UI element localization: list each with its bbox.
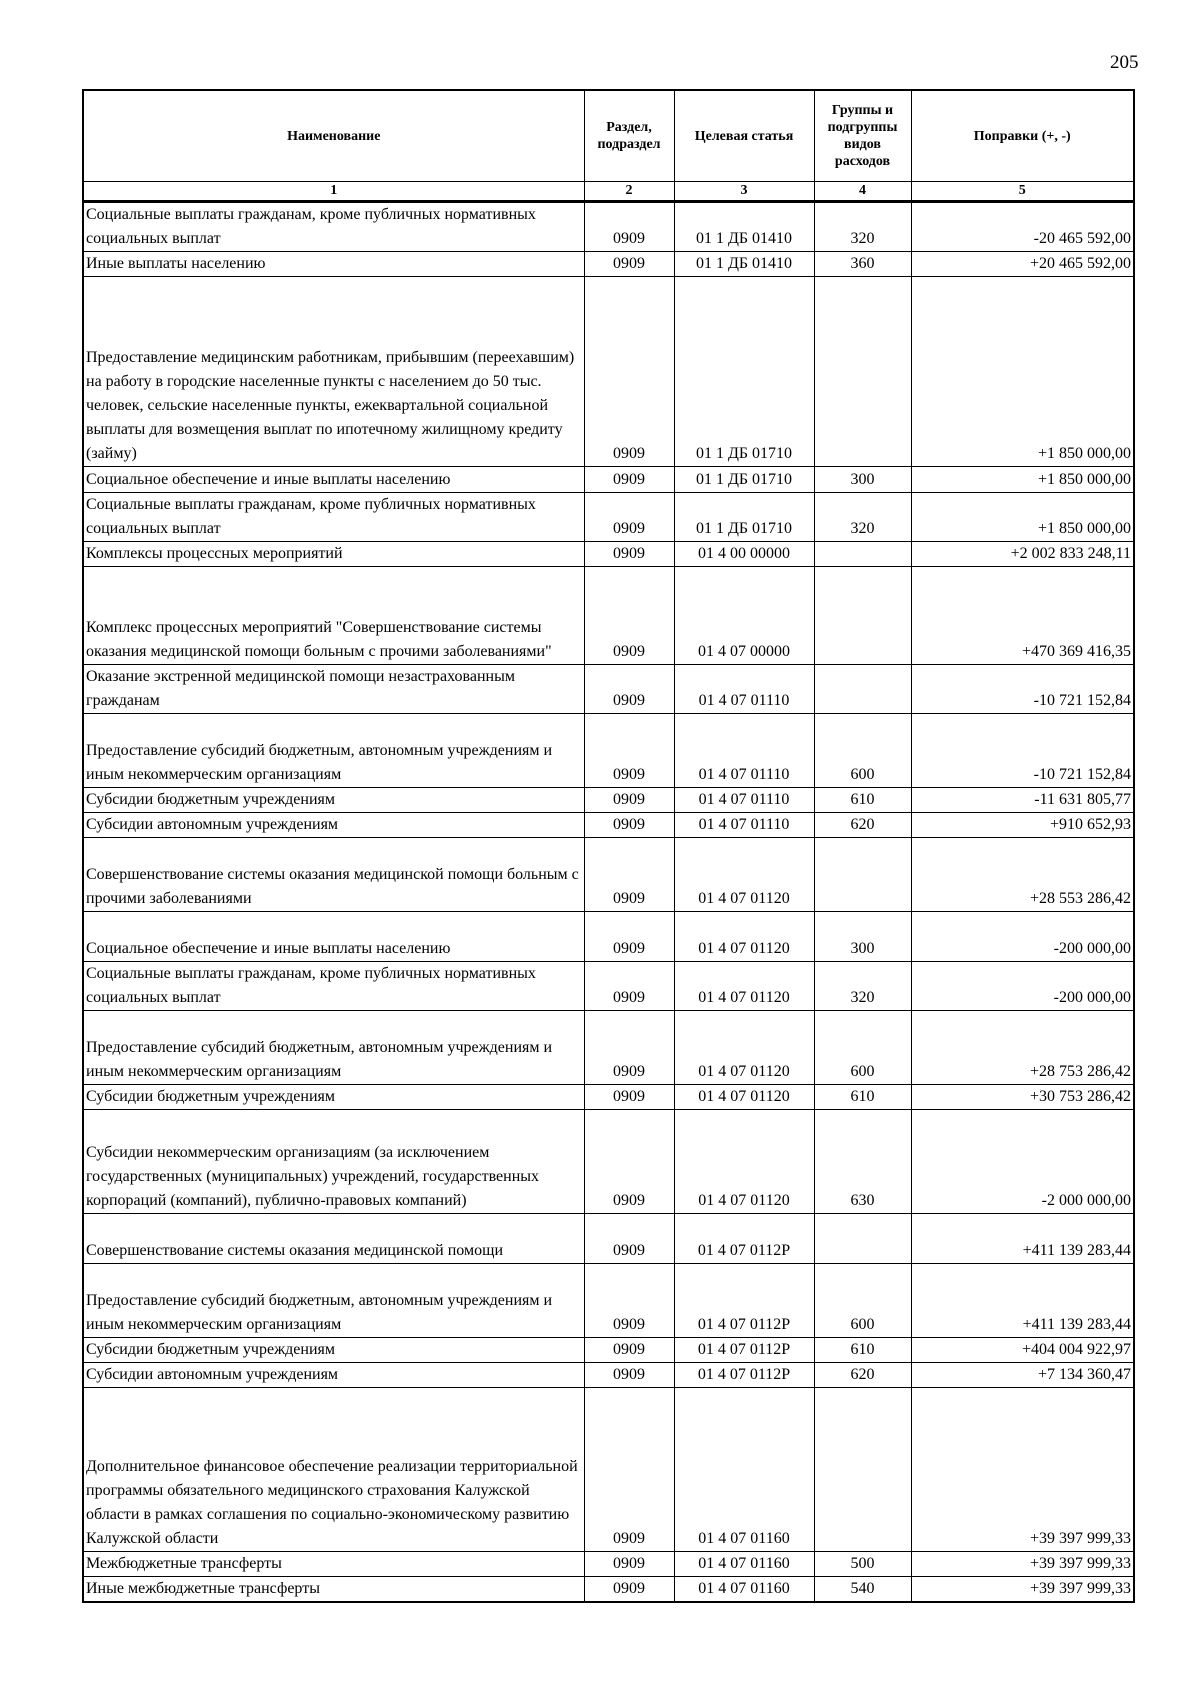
table-row xyxy=(83,714,1134,788)
cell-target: 01 4 07 01160 xyxy=(674,1577,814,1603)
cell-section: 0909 xyxy=(584,788,674,813)
cell-name: Предоставление субсидий бюджетным, автономным учреждениям и иным некоммерческим организациям xyxy=(83,1264,584,1338)
cell-name: Субсидии бюджетным учреждениям xyxy=(83,1338,584,1363)
cell-target: 01 4 07 01110 xyxy=(674,813,814,838)
cell-amount: -20 465 592,00 xyxy=(911,202,1134,252)
cell-section: 0909 xyxy=(584,1264,674,1338)
cell-target: 01 4 07 0112Р xyxy=(674,1338,814,1363)
cell-amount: +39 397 999,33 xyxy=(911,1388,1134,1552)
cell-amount: -11 631 805,77 xyxy=(911,788,1134,813)
cell-target: 01 4 07 01120 xyxy=(674,838,814,912)
cell-amount: +1 850 000,00 xyxy=(911,277,1134,467)
cell-target: 01 4 07 01120 xyxy=(674,1110,814,1214)
cell-target: 01 4 07 01110 xyxy=(674,665,814,714)
cell-amount: +28 753 286,42 xyxy=(911,1011,1134,1085)
cell-target: 01 4 07 01110 xyxy=(674,714,814,788)
column-number: 5 xyxy=(911,182,1134,202)
cell-group: 630 xyxy=(814,1110,911,1214)
table-row xyxy=(83,788,1134,813)
column-number: 4 xyxy=(814,182,911,202)
cell-section: 0909 xyxy=(584,467,674,493)
table-row xyxy=(83,1110,1134,1214)
cell-amount: -10 721 152,84 xyxy=(911,714,1134,788)
cell-target: 01 4 07 01120 xyxy=(674,1011,814,1085)
cell-group xyxy=(814,542,911,567)
table-row xyxy=(83,665,1134,714)
cell-amount: +404 004 922,97 xyxy=(911,1338,1134,1363)
cell-group: 600 xyxy=(814,714,911,788)
cell-name: Предоставление субсидий бюджетным, автономным учреждениям и иным некоммерческим организациям xyxy=(83,714,584,788)
table-row xyxy=(83,542,1134,567)
cell-name: Субсидии автономным учреждениям xyxy=(83,813,584,838)
cell-name: Комплекс процессных мероприятий "Совершенствование системы оказания медицинской помощи больным с прочими заболеваниями" xyxy=(83,567,584,665)
cell-section: 0909 xyxy=(584,912,674,962)
budget-amendments-table xyxy=(82,89,1135,1603)
cell-target: 01 4 07 01110 xyxy=(674,788,814,813)
cell-target: 01 4 07 01160 xyxy=(674,1552,814,1577)
cell-amount: +39 397 999,33 xyxy=(911,1552,1134,1577)
cell-name: Социальное обеспечение и иные выплаты населению xyxy=(83,467,584,493)
cell-group: 300 xyxy=(814,912,911,962)
cell-group xyxy=(814,567,911,665)
cell-amount: +7 134 360,47 xyxy=(911,1363,1134,1388)
cell-name: Социальные выплаты гражданам, кроме публичных нормативных социальных выплат xyxy=(83,493,584,542)
cell-name: Оказание экстренной медицинской помощи незастрахованным гражданам xyxy=(83,665,584,714)
cell-target: 01 4 07 00000 xyxy=(674,567,814,665)
cell-section: 0909 xyxy=(584,542,674,567)
cell-amount: +411 139 283,44 xyxy=(911,1264,1134,1338)
cell-target: 01 1 ДБ 01710 xyxy=(674,277,814,467)
table-row xyxy=(83,1214,1134,1264)
cell-target: 01 1 ДБ 01410 xyxy=(674,252,814,277)
cell-target: 01 4 07 01120 xyxy=(674,912,814,962)
table-row xyxy=(83,493,1134,542)
table-row xyxy=(83,1577,1134,1603)
cell-section: 0909 xyxy=(584,1363,674,1388)
cell-target: 01 1 ДБ 01710 xyxy=(674,467,814,493)
table-row xyxy=(83,1363,1134,1388)
table-row xyxy=(83,838,1134,912)
cell-group: 600 xyxy=(814,1011,911,1085)
header-section: Раздел, подраздел xyxy=(584,90,674,182)
cell-section: 0909 xyxy=(584,1388,674,1552)
header-target: Целевая статья xyxy=(674,90,814,182)
table-row xyxy=(83,1338,1134,1363)
table-row xyxy=(83,1085,1134,1110)
cell-section: 0909 xyxy=(584,714,674,788)
cell-group xyxy=(814,838,911,912)
table-row xyxy=(83,202,1134,252)
cell-group xyxy=(814,665,911,714)
cell-amount: +30 753 286,42 xyxy=(911,1085,1134,1110)
table-row xyxy=(83,277,1134,467)
cell-section: 0909 xyxy=(584,962,674,1011)
table-row xyxy=(83,962,1134,1011)
cell-name: Комплексы процессных мероприятий xyxy=(83,542,584,567)
page-number: 205 xyxy=(1110,52,1139,73)
cell-section: 0909 xyxy=(584,1577,674,1603)
cell-amount: +470 369 416,35 xyxy=(911,567,1134,665)
cell-amount: +1 850 000,00 xyxy=(911,467,1134,493)
cell-name: Межбюджетные трансферты xyxy=(83,1552,584,1577)
table-row xyxy=(83,1388,1134,1552)
cell-name: Дополнительное финансовое обеспечение реализации территориальной программы обязательного медицинского страхования Калужской области в рамках соглашения по социально-экономическому развитию Калужской области xyxy=(83,1388,584,1552)
cell-amount: +20 465 592,00 xyxy=(911,252,1134,277)
cell-name: Совершенствование системы оказания медицинской помощи больным с прочими заболеваниями xyxy=(83,838,584,912)
cell-name: Субсидии бюджетным учреждениям xyxy=(83,1085,584,1110)
cell-group: 320 xyxy=(814,493,911,542)
cell-group: 610 xyxy=(814,788,911,813)
cell-amount: -200 000,00 xyxy=(911,962,1134,1011)
cell-group: 610 xyxy=(814,1085,911,1110)
cell-section: 0909 xyxy=(584,1110,674,1214)
table-row xyxy=(83,1264,1134,1338)
cell-amount: +2 002 833 248,11 xyxy=(911,542,1134,567)
cell-target: 01 1 ДБ 01410 xyxy=(674,202,814,252)
cell-group xyxy=(814,1388,911,1552)
cell-group: 360 xyxy=(814,252,911,277)
cell-amount: -2 000 000,00 xyxy=(911,1110,1134,1214)
cell-section: 0909 xyxy=(584,493,674,542)
cell-section: 0909 xyxy=(584,1214,674,1264)
cell-group xyxy=(814,1214,911,1264)
cell-group: 320 xyxy=(814,962,911,1011)
cell-group: 610 xyxy=(814,1338,911,1363)
cell-target: 01 4 07 0112Р xyxy=(674,1264,814,1338)
cell-target: 01 4 07 01120 xyxy=(674,1085,814,1110)
cell-section: 0909 xyxy=(584,252,674,277)
cell-section: 0909 xyxy=(584,1552,674,1577)
cell-amount: +39 397 999,33 xyxy=(911,1577,1134,1603)
column-number: 3 xyxy=(674,182,814,202)
table-row xyxy=(83,467,1134,493)
cell-target: 01 4 07 0112Р xyxy=(674,1214,814,1264)
header-group: Группы и подгруппы видов расходов xyxy=(814,90,911,182)
table-row xyxy=(83,813,1134,838)
cell-group xyxy=(814,277,911,467)
cell-target: 01 4 07 01120 xyxy=(674,962,814,1011)
table-row xyxy=(83,1552,1134,1577)
cell-name: Социальные выплаты гражданам, кроме публичных нормативных социальных выплат xyxy=(83,202,584,252)
column-number: 1 xyxy=(83,182,584,202)
cell-name: Социальные выплаты гражданам, кроме публичных нормативных социальных выплат xyxy=(83,962,584,1011)
table-row xyxy=(83,1011,1134,1085)
column-number: 2 xyxy=(584,182,674,202)
cell-amount: +910 652,93 xyxy=(911,813,1134,838)
table-row xyxy=(83,912,1134,962)
cell-section: 0909 xyxy=(584,1085,674,1110)
cell-target: 01 4 00 00000 xyxy=(674,542,814,567)
cell-section: 0909 xyxy=(584,665,674,714)
cell-section: 0909 xyxy=(584,567,674,665)
cell-name: Предоставление медицинским работникам, прибывшим (переехавшим) на работу в городские населенные пункты с населением до 50 тыс. человек, сельские населенные пункты, ежеквартальной социальной выплаты для возмещения выплат по ипотечному жилищному кредиту (займу) xyxy=(83,277,584,467)
cell-target: 01 4 07 0112Р xyxy=(674,1363,814,1388)
cell-target: 01 1 ДБ 01710 xyxy=(674,493,814,542)
table-row xyxy=(83,252,1134,277)
cell-group: 500 xyxy=(814,1552,911,1577)
cell-name: Иные выплаты населению xyxy=(83,252,584,277)
cell-name: Предоставление субсидий бюджетным, автономным учреждениям и иным некоммерческим организациям xyxy=(83,1011,584,1085)
cell-amount: +411 139 283,44 xyxy=(911,1214,1134,1264)
cell-section: 0909 xyxy=(584,838,674,912)
cell-group: 620 xyxy=(814,1363,911,1388)
cell-target: 01 4 07 01160 xyxy=(674,1388,814,1552)
cell-name: Иные межбюджетные трансферты xyxy=(83,1577,584,1603)
header-amount: Поправки (+, -) xyxy=(911,90,1134,182)
cell-amount: +1 850 000,00 xyxy=(911,493,1134,542)
cell-section: 0909 xyxy=(584,277,674,467)
cell-name: Социальное обеспечение и иные выплаты населению xyxy=(83,912,584,962)
cell-name: Субсидии некоммерческим организациям (за исключением государственных (муниципальных) учреждений, государственных корпораций (компаний), публично-правовых компаний) xyxy=(83,1110,584,1214)
cell-name: Субсидии бюджетным учреждениям xyxy=(83,788,584,813)
cell-group: 620 xyxy=(814,813,911,838)
cell-section: 0909 xyxy=(584,813,674,838)
cell-section: 0909 xyxy=(584,1338,674,1363)
cell-group: 540 xyxy=(814,1577,911,1603)
cell-name: Субсидии автономным учреждениям xyxy=(83,1363,584,1388)
cell-amount: -10 721 152,84 xyxy=(911,665,1134,714)
cell-section: 0909 xyxy=(584,1011,674,1085)
cell-group: 320 xyxy=(814,202,911,252)
cell-section: 0909 xyxy=(584,202,674,252)
header-name: Наименование xyxy=(83,90,584,182)
cell-amount: +28 553 286,42 xyxy=(911,838,1134,912)
table-row xyxy=(83,567,1134,665)
cell-name: Совершенствование системы оказания медицинской помощи xyxy=(83,1214,584,1264)
cell-group: 300 xyxy=(814,467,911,493)
cell-amount: -200 000,00 xyxy=(911,912,1134,962)
cell-group: 600 xyxy=(814,1264,911,1338)
table-body xyxy=(83,202,1134,1603)
